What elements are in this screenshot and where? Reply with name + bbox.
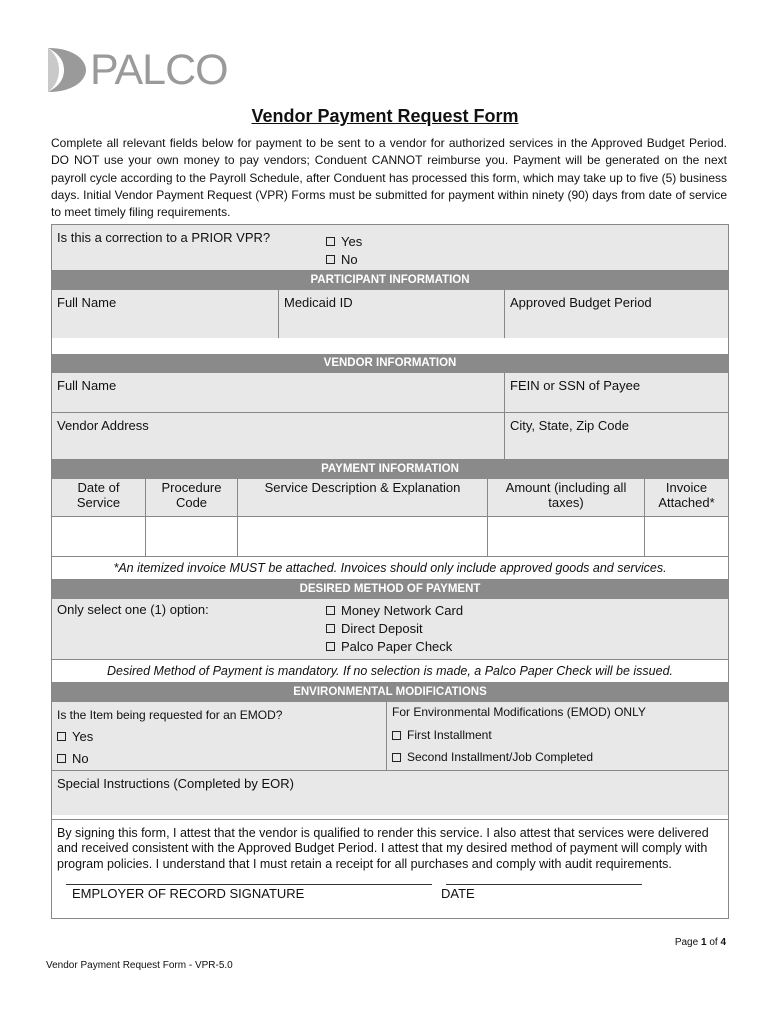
money-network-card-option[interactable]: Money Network Card (326, 601, 463, 619)
form-identifier: Vendor Payment Request Form - VPR-5.0 (46, 960, 233, 971)
vendor-fein[interactable]: FEIN or SSN of Payee (504, 373, 728, 412)
intro-paragraph: Complete all relevant fields below for payment to be sent to a vendor for authorized services in the Approved Budget Period. DO NOT use your own money to pay vendors; Conduent CANNOT reimburse you. Payment will be generated on the next payroll cycle according to the Payroll Schedule, after Conduent has processed this form, which may take up to five (5) business days. Initial Vendor Payment Request (VPR) Forms must be submitted for payment within ninety (90) days from date of service to meet timely filing requirements. (51, 136, 727, 220)
method-note: Desired Method of Payment is mandatory. If no selection is made, a Palco Paper Check will be issued. (52, 659, 728, 682)
checkbox-icon[interactable] (326, 624, 335, 633)
correction-options (321, 225, 367, 270)
emod-no-option[interactable]: No (57, 749, 381, 767)
participant-row (52, 290, 728, 338)
emod-question: Is the Item being requested for an EMOD? (57, 708, 283, 722)
method-row (52, 599, 728, 659)
vendor-payment-form (51, 224, 729, 919)
attestation-section (52, 819, 728, 918)
direct-deposit-option[interactable]: Direct Deposit (326, 619, 463, 637)
date-line[interactable] (446, 876, 642, 885)
payment-columns (52, 479, 728, 516)
form-title: Vendor Payment Request Form (251, 106, 519, 126)
checkbox-icon[interactable] (326, 255, 335, 264)
special-instructions-row (52, 770, 728, 815)
payment-header: PAYMENT INFORMATION (52, 459, 728, 479)
checkbox-icon[interactable] (326, 606, 335, 615)
signature-label: EMPLOYER OF RECORD SIGNATURE (72, 885, 305, 901)
first-installment-option[interactable]: First Installment (392, 726, 723, 744)
emod-left (52, 702, 386, 770)
method-instruction: Only select one (1) option: (57, 602, 209, 617)
service-description-field[interactable] (237, 517, 487, 556)
checkbox-icon[interactable] (57, 754, 66, 763)
date-of-service-field[interactable] (52, 517, 145, 556)
participant-medicaid-id[interactable]: Medicaid ID (278, 290, 504, 338)
vendor-header: VENDOR INFORMATION (52, 354, 728, 373)
second-installment-option[interactable]: Second Installment/Job Completed (392, 748, 723, 766)
correction-row (52, 225, 728, 270)
amount-field[interactable] (487, 517, 644, 556)
vendor-city-state-zip[interactable]: City, State, Zip Code (504, 413, 728, 459)
checkbox-icon[interactable] (326, 237, 335, 246)
emod-yes-option[interactable]: Yes (57, 727, 381, 745)
col-amount: Amount (including all taxes) (487, 479, 644, 516)
col-invoice-attached: Invoice Attached* (644, 479, 728, 516)
vendor-full-name[interactable]: Full Name (57, 378, 117, 393)
col-procedure-code: Procedure Code (145, 479, 237, 516)
vendor-row-2 (52, 412, 728, 459)
checkbox-icon[interactable] (392, 731, 401, 740)
participant-full-name[interactable]: Full Name (57, 295, 117, 310)
attestation-text: By signing this form, I attest that the vendor is qualified to render this service. I also attest that services were delivered and received consistent with the Approved Budget Period. I attest that my desired method of payment will comply with program policies. I understand that I must retain a receipt for all purchases and comply with audit requirements. (57, 826, 709, 871)
procedure-code-field[interactable] (145, 517, 237, 556)
page-number: Page 1 of 4 (674, 937, 726, 948)
palco-logo-text: PALCO (90, 46, 228, 94)
correction-yes-option[interactable]: Yes (326, 232, 362, 250)
checkbox-icon[interactable] (392, 753, 401, 762)
palco-logo-mark (46, 46, 88, 94)
participant-budget-period[interactable]: Approved Budget Period (504, 290, 728, 338)
emod-row (52, 702, 728, 770)
date-label: DATE (441, 885, 475, 901)
correction-no-option[interactable]: No (326, 250, 362, 268)
emod-only-title: For Environmental Modifications (EMOD) ONLY (392, 705, 646, 719)
correction-question: Is this a correction to a PRIOR VPR? (57, 230, 271, 245)
palco-paper-check-option[interactable]: Palco Paper Check (326, 637, 463, 655)
signature-line[interactable] (66, 876, 432, 885)
col-service-description: Service Description & Explanation (237, 479, 487, 516)
invoice-note: *An itemized invoice MUST be attached. Invoices should only include approved goods and services. (52, 556, 728, 579)
method-options (321, 599, 468, 659)
checkbox-icon[interactable] (57, 732, 66, 741)
emod-header: ENVIRONMENTAL MODIFICATIONS (52, 682, 728, 702)
participant-header: PARTICIPANT INFORMATION (52, 270, 728, 290)
vendor-address[interactable]: Vendor Address (57, 418, 149, 433)
method-header: DESIRED METHOD OF PAYMENT (52, 579, 728, 599)
invoice-attached-field[interactable] (644, 517, 728, 556)
special-instructions-field[interactable]: Special Instructions (Completed by EOR) (57, 776, 294, 791)
checkbox-icon[interactable] (326, 642, 335, 651)
emod-right (386, 702, 728, 770)
payment-entry-row (52, 516, 728, 556)
vendor-row-1 (52, 373, 728, 412)
col-date-of-service: Date of Service (76, 480, 121, 510)
